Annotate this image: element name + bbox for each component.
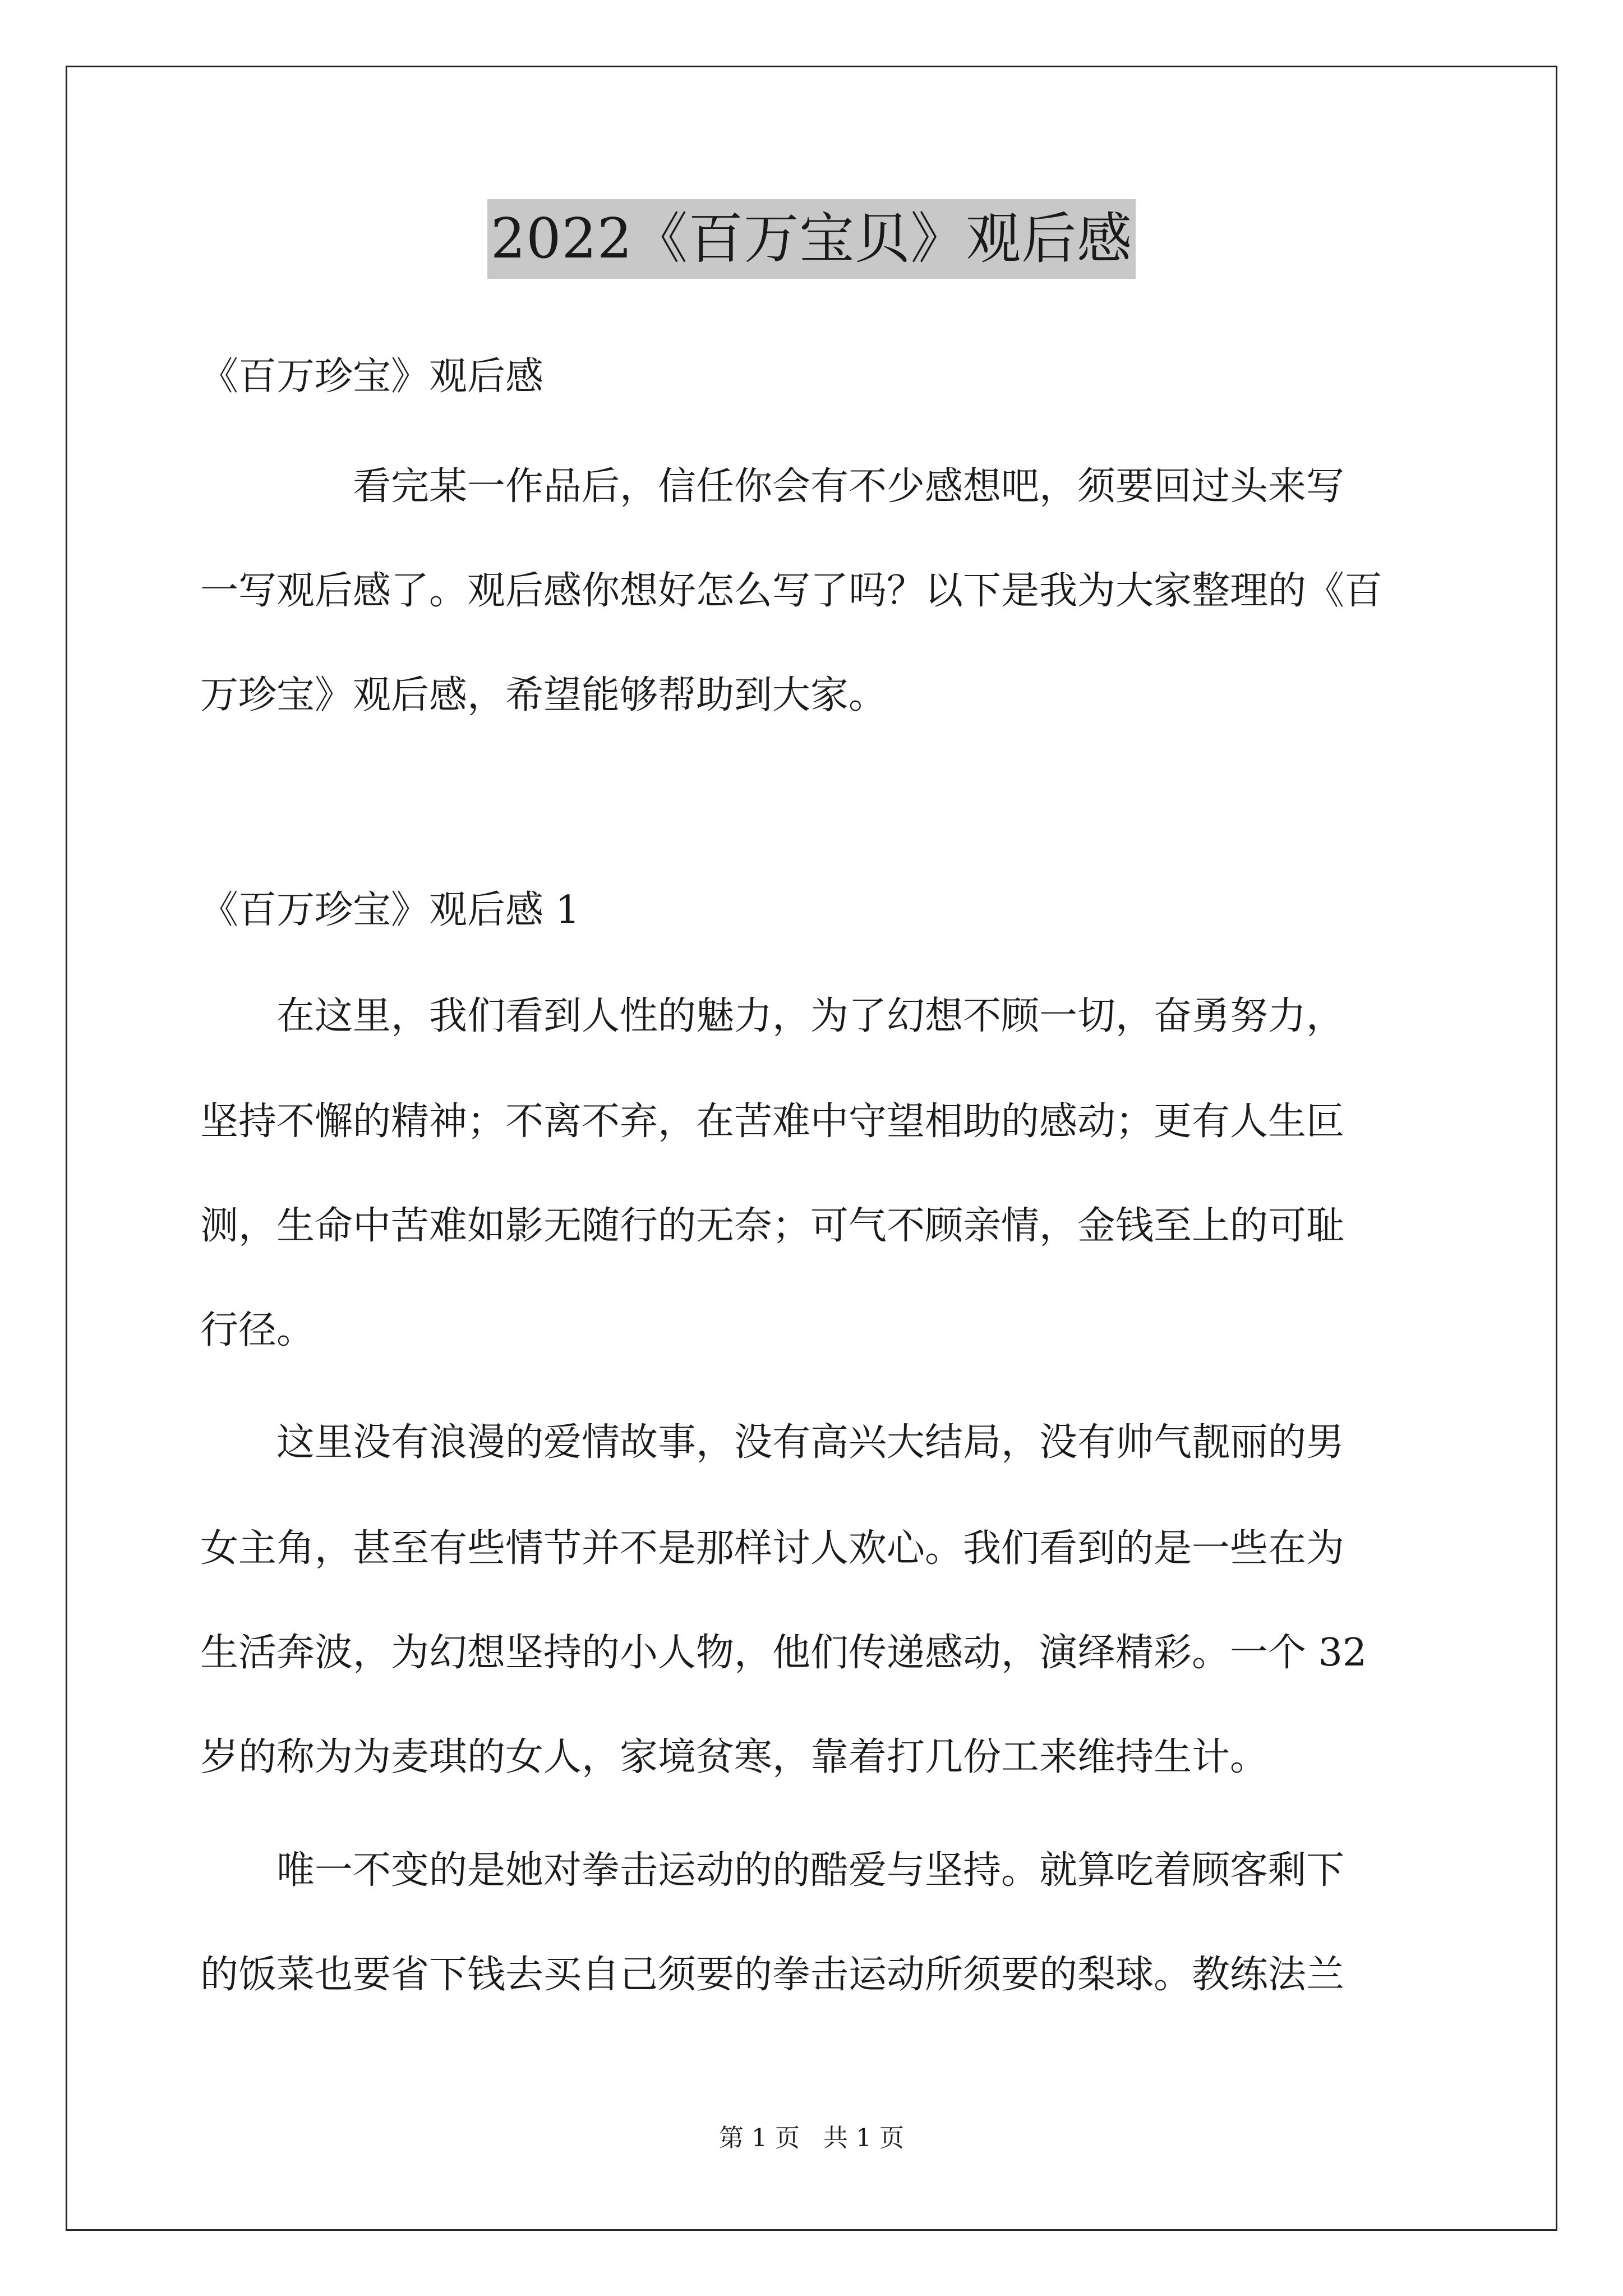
body-line: 在这里，我们看到人性的魅力，为了幻想不顾一切，奋勇努力，: [200, 994, 1345, 1038]
section-heading: 《百万珍宝》观后感 1: [200, 888, 580, 932]
body-line: 看完某一作品后，信任你会有不少感想吧，须要回过头来写: [200, 464, 1345, 509]
body-line: 万珍宝》观后感，希望能够帮助到大家。: [200, 673, 887, 717]
page-footer: [0, 2122, 1623, 2155]
subtitle-line: 《百万珍宝》观后感: [200, 355, 544, 399]
title-container: [0, 199, 1623, 279]
body-line: 生活奔波，为幻想坚持的小人物，他们传递感动，演绎精彩。一个 32: [200, 1631, 1367, 1675]
body-line: 坚持不懈的精神；不离不弃，在苦难中守望相助的感动；更有人生叵: [200, 1099, 1345, 1144]
page-number: 第 1 页: [719, 2124, 800, 2152]
body-line: 这里没有浪漫的爱情故事，没有高兴大结局，没有帅气靓丽的男: [200, 1420, 1345, 1465]
page-count: 共 1 页: [823, 2124, 904, 2152]
body-line: 唯一不变的是她对拳击运动的的酷爱与坚持。就算吃着顾客剩下: [200, 1848, 1345, 1893]
document-title: 2022《百万宝贝》观后感: [487, 199, 1136, 279]
body-line: 女主角，甚至有些情节并不是那样讨人欢心。我们看到的是一些在为: [200, 1526, 1345, 1571]
body-line: 测，生命中苦难如影无随行的无奈；可气不顾亲情，金钱至上的可耻: [200, 1204, 1345, 1248]
body-line: 的饭菜也要省下钱去买自己须要的拳击运动所须要的梨球。教练法兰: [200, 1953, 1345, 1997]
body-line: 岁的称为为麦琪的女人，家境贫寒，靠着打几份工来维持生计。: [200, 1735, 1269, 1779]
body-line: 一写观后感了。观后感你想好怎么写了吗？以下是我为大家整理的《百: [200, 569, 1383, 613]
body-line: 行径。: [200, 1308, 315, 1352]
